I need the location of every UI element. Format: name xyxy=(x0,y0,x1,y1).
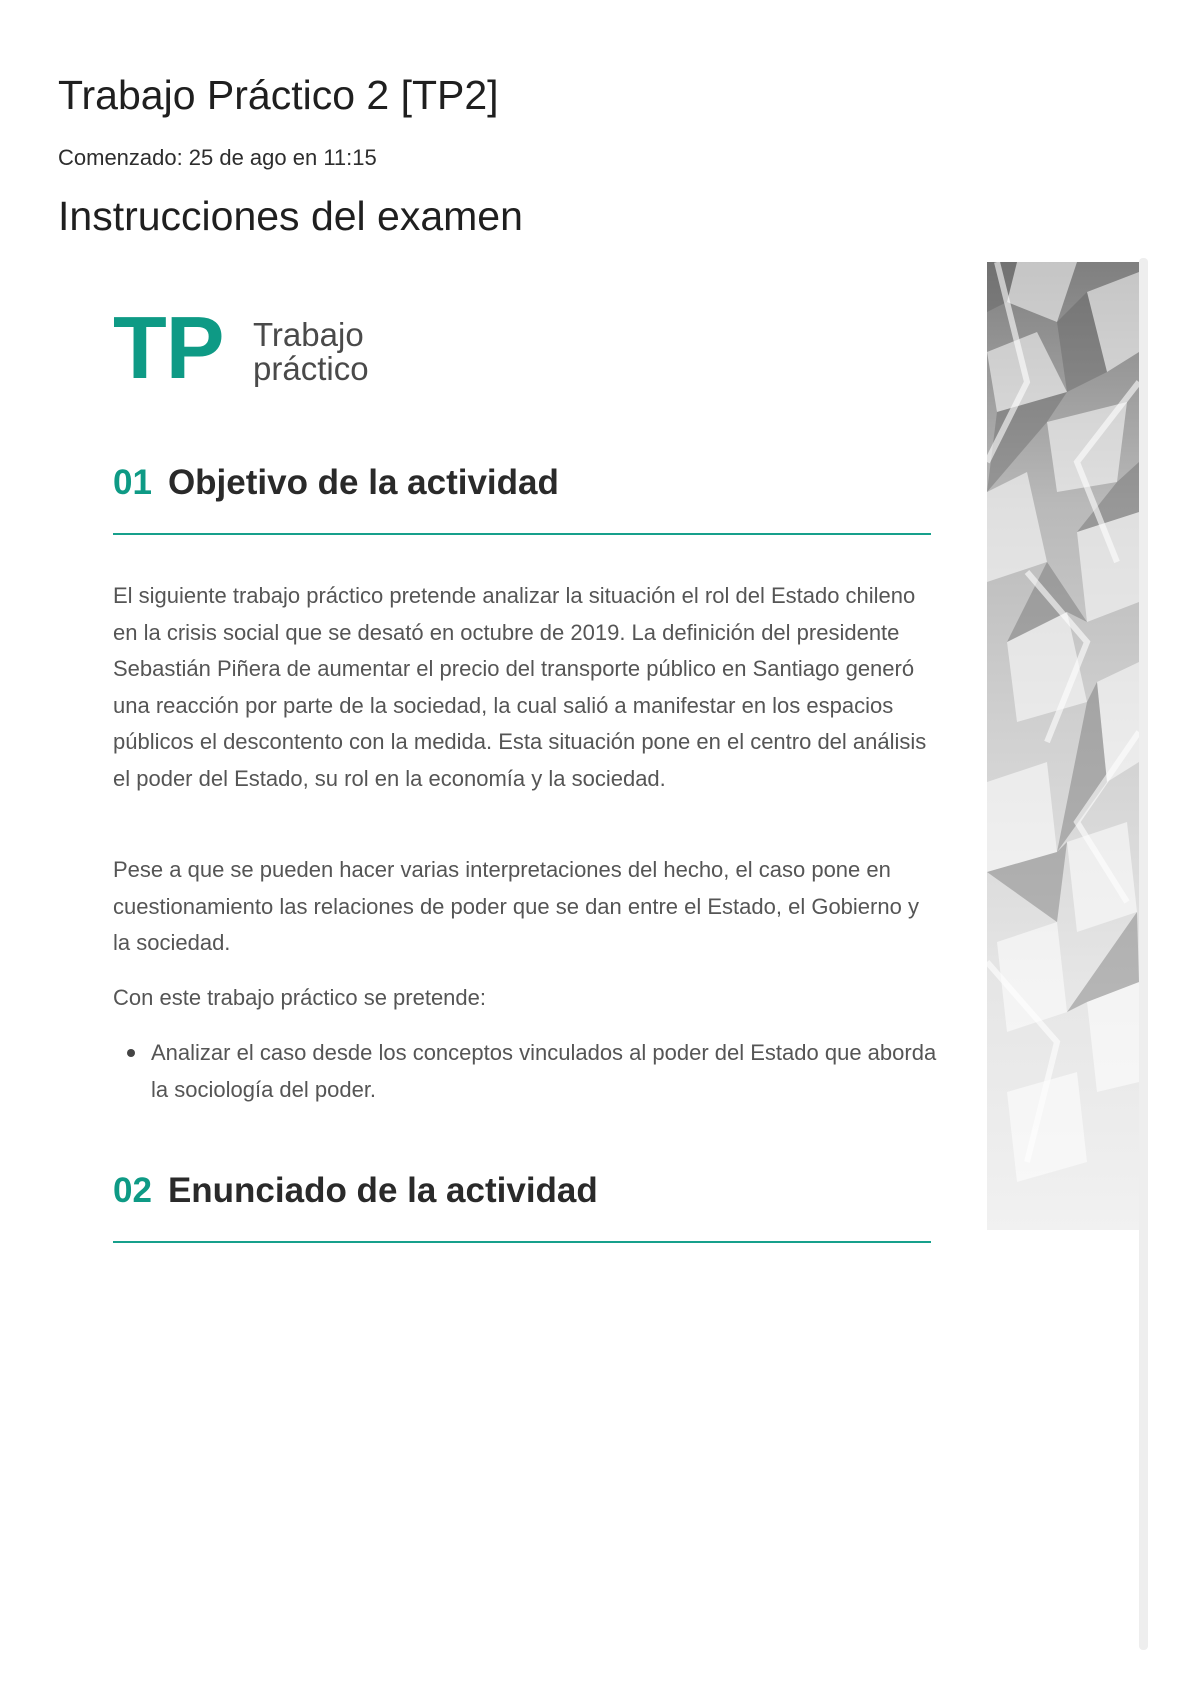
started-label: Comenzado: xyxy=(58,145,183,170)
objectives-list xyxy=(113,1035,951,1108)
paragraph: El siguiente trabajo práctico pretende analizar la situación el rol del Estado chileno en la crisis social que se desató en octubre de 2019. La definición del presidente Sebastián Piñera de aumentar el precio del transporte público en Santiago generó una reacción por parte de la sociedad, la cual salió a manifestar en los espacios públicos el descontento con la medida. Esta situación pone en el centro del análisis el poder del Estado, su rol en la economía y la sociedad. xyxy=(113,583,927,791)
logo-line-1: Trabajo xyxy=(253,316,364,353)
started-value: 25 de ago en 11:15 xyxy=(188,145,377,170)
section-number: 02 xyxy=(113,1171,152,1210)
scrollbar[interactable] xyxy=(1139,258,1148,1650)
logo-wordmark xyxy=(253,318,369,386)
decorative-architecture-image xyxy=(987,262,1139,1230)
section-number: 01 xyxy=(113,463,152,502)
list-item: Analizar el caso desde los conceptos vinculados al poder del Estado que aborda la sociología del poder. xyxy=(151,1035,951,1108)
section-heading-enunciado xyxy=(113,1171,931,1243)
tp-logo xyxy=(113,298,413,402)
paragraph: Con este trabajo práctico se pretende: xyxy=(113,985,487,1010)
section-title: Objetivo de la actividad xyxy=(167,463,559,502)
paragraph: Pese a que se pueden hacer varias interpretaciones del hecho, el caso pone en cuestionamiento las relaciones de poder que se dan entre el Estado, el Gobierno y la sociedad. xyxy=(113,857,919,955)
section-title: Enunciado de la actividad xyxy=(167,1171,598,1210)
page-title: Trabajo Práctico 2 [TP2] xyxy=(58,72,499,118)
logo-line-2: práctico xyxy=(253,350,369,387)
started-info xyxy=(58,145,377,171)
instructions-title: Instrucciones del examen xyxy=(58,193,523,239)
section-heading-objetivo xyxy=(113,463,931,535)
logo-letters: TP xyxy=(113,298,224,397)
